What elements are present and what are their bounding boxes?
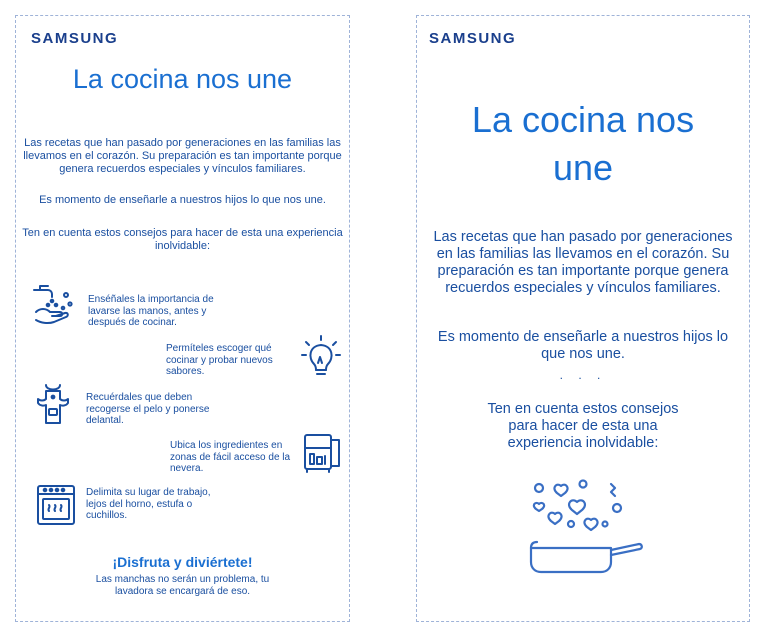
tip-workplace-text: Delimita su lugar de trabajo, lejos del horno, estufa o cuchillos. — [86, 487, 211, 521]
separator-dots: . . . — [559, 368, 607, 382]
moment-paragraph: Es momento de enseñarle a nuestros hijos lo que nos une. — [39, 194, 326, 206]
page-title: La cocina nos une — [471, 99, 695, 188]
enjoy-text: Las manchas no serán un problema, tu lavadora se encargará de eso. — [95, 574, 270, 597]
right-card — [416, 15, 750, 622]
tip-handwash-text: Enséñales la importancia de lavarse las manos, antes y después de cocinar. — [88, 294, 214, 328]
advice-paragraph: Ten en cuenta estos consejos para hacer de esta una experiencia inolvidable: — [22, 227, 343, 252]
intro-paragraph: Las recetas que han pasado por generaciones en las familias las llevamos en el corazón. Su preparación es tan importante porque genera recuerdos especiales y vínculos familiares. — [433, 229, 733, 296]
advice-paragraph: Ten en cuenta estos consejos para hacer de esta una experiencia inolvidable: — [487, 401, 679, 451]
moment-paragraph: Es momento de enseñarle a nuestros hijos lo que nos une. — [437, 329, 729, 362]
oven-icon — [36, 484, 76, 526]
intro-paragraph: Las recetas que han pasado por generaciones en las familias las llevamos en el corazón. Su preparación es tan importante porque genera recuerdos especiales y vínculos familiares. — [23, 137, 342, 175]
handwash-icon — [30, 282, 76, 330]
samsung-logo: SAMSUNG — [429, 30, 517, 47]
lightbulb-icon — [301, 334, 341, 378]
frying-pan-hearts-icon — [525, 478, 645, 588]
fridge-icon — [302, 432, 344, 474]
enjoy-heading: ¡Disfruta y diviértete! — [112, 554, 253, 570]
tip-fridge-text: Ubica los ingredientes en zonas de fácil acceso de la nevera. — [170, 440, 291, 474]
tip-apron-text: Recuérdales que deben recogerse el pelo y ponerse delantal. — [86, 392, 210, 426]
apron-icon — [34, 383, 72, 427]
page-title: La cocina nos une — [72, 64, 293, 94]
tip-choose-text: Permíteles escoger qué cocinar y probar nuevos sabores. — [166, 343, 273, 377]
left-card — [15, 15, 350, 622]
samsung-logo: SAMSUNG — [31, 30, 119, 47]
